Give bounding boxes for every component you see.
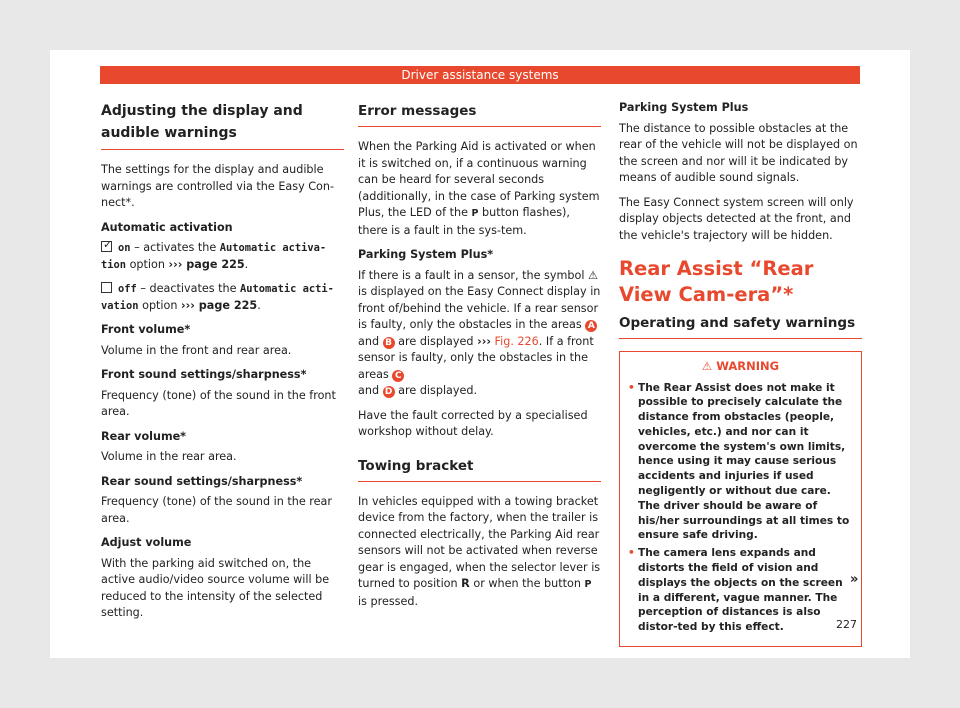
rear-volume-label: Rear volume* (101, 429, 187, 443)
parking-system-plus-heading: Parking System Plus (619, 101, 749, 114)
parking-system-plus-label: Parking System Plus* (358, 248, 494, 261)
continue-arrow-icon: » (850, 572, 859, 587)
area-c-badge: C (392, 370, 404, 382)
page-header: Driver assistance systems (100, 66, 860, 84)
sensor-fault-text: If there is a fault in a sensor, the symbol ⚠ is displayed on the Easy Connect display in front of/behind the vehicle. If a rear sensor is faulty, only the obstacles in the areas A and B are displayed ››› Fig. 226. If a front sensor is faulty, only the obstacles in the areas C and D are displayed. (358, 268, 601, 397)
adjust-volume-text: With the parking aid switched on, the active audio/video source volume will be reduced to the intensity of the selected setting. (101, 556, 330, 619)
front-sound-label: Front sound settings/sharpness* (101, 368, 307, 381)
figure-ref-link[interactable]: Fig. 226 (490, 334, 539, 348)
area-d-badge: D (383, 386, 395, 398)
warning-item: • The Rear Assist does not make it possible to precisely calculate the distance from obstacles (people, vehicles, etc.) and nor can it overcome the system's own limits, hence using it may cause serious accidents and injuries if used negligently or without due care. The driver should be aware of his/her surroundings at all times to ensure safe driving. (628, 381, 853, 544)
section-title-safety: Operating and safety warnings (619, 314, 862, 339)
parking-button-icon: P (471, 208, 479, 219)
warning-item: • The camera lens expands and distorts the field of vision and displays the objects on the screen in a different, vague manner. The perception of distances is also distor-ted by this effect. (628, 546, 853, 635)
section-title-towing: Towing bracket (358, 457, 601, 482)
workshop-text: Have the fault corrected by a specialised workshop without delay. (358, 408, 588, 438)
parking-button-icon: P (584, 579, 592, 590)
rear-assist-title: Rear Assist “Rear View Cam-era”* (619, 257, 814, 306)
warning-triangle-icon: ⚠ (588, 268, 599, 282)
warning-triangle-icon: ⚠ (701, 359, 717, 373)
adjust-volume-label: Adjust volume (101, 536, 192, 549)
front-volume-label: Front volume* (101, 323, 191, 336)
option-on: ✓on – activates the Automatic activa-tion option ››› page 225. (101, 240, 344, 273)
rear-sound-label: Rear sound settings/sharpness* (101, 474, 303, 488)
checkbox-checked-icon (101, 241, 112, 252)
section-title-display: Adjusting the display and audible warnings (101, 100, 344, 150)
warning-header: ⚠ WARNING (701, 359, 780, 373)
auto-activation-label: Automatic activation (101, 220, 233, 234)
page-ref-link[interactable]: page 225 (194, 298, 258, 312)
rear-sound-text: Frequency (tone) of the sound in the rear area. (101, 495, 332, 525)
column-left (101, 100, 344, 630)
front-volume-text: Volume in the front and rear area. (101, 343, 292, 357)
column-middle (358, 100, 601, 618)
warning-box (619, 351, 862, 647)
psp-text-1: The distance to possible obstacles at the rear of the vehicle will not be displayed on the screen and nor will it be indicated by means of audible sound signals. (619, 121, 858, 184)
page-number: 227 (836, 618, 857, 631)
page-ref-link[interactable]: page 225 (182, 257, 245, 271)
option-off: off – deactivates the Automatic acti-vation option ››› page 225. (101, 282, 334, 312)
column-right (619, 100, 862, 647)
front-sound-text: Frequency (tone) of the sound in the front area. (101, 388, 336, 418)
area-a-badge: A (585, 320, 597, 332)
area-b-badge: B (383, 337, 395, 349)
checkbox-unchecked-icon (101, 282, 112, 293)
intro-text: The settings for the display and audible warnings are controlled via the Easy Con-nect*. (101, 163, 335, 209)
section-title-errors: Error messages (358, 100, 601, 127)
rear-volume-text: Volume in the rear area. (101, 450, 237, 463)
towing-text: In vehicles equipped with a towing bracket device from the factory, when the trailer is connected electrically, the Parking Aid rear sensors will not be activated when reverse gear is engaged, when the selector lever is turned to position R or when the button P is pressed. (358, 494, 601, 608)
error-text: When the Parking Aid is activated or when it is switched on, if a continuous warning can be heard for several seconds (additionally, in the case of Parking system Plus, the LED of the P button flashes), there is a fault in the sys-tem. (358, 140, 600, 237)
psp-text-2: The Easy Connect system screen will only display objects detected at the front, and the vehicle's trajectory will be hidden. (619, 195, 854, 242)
